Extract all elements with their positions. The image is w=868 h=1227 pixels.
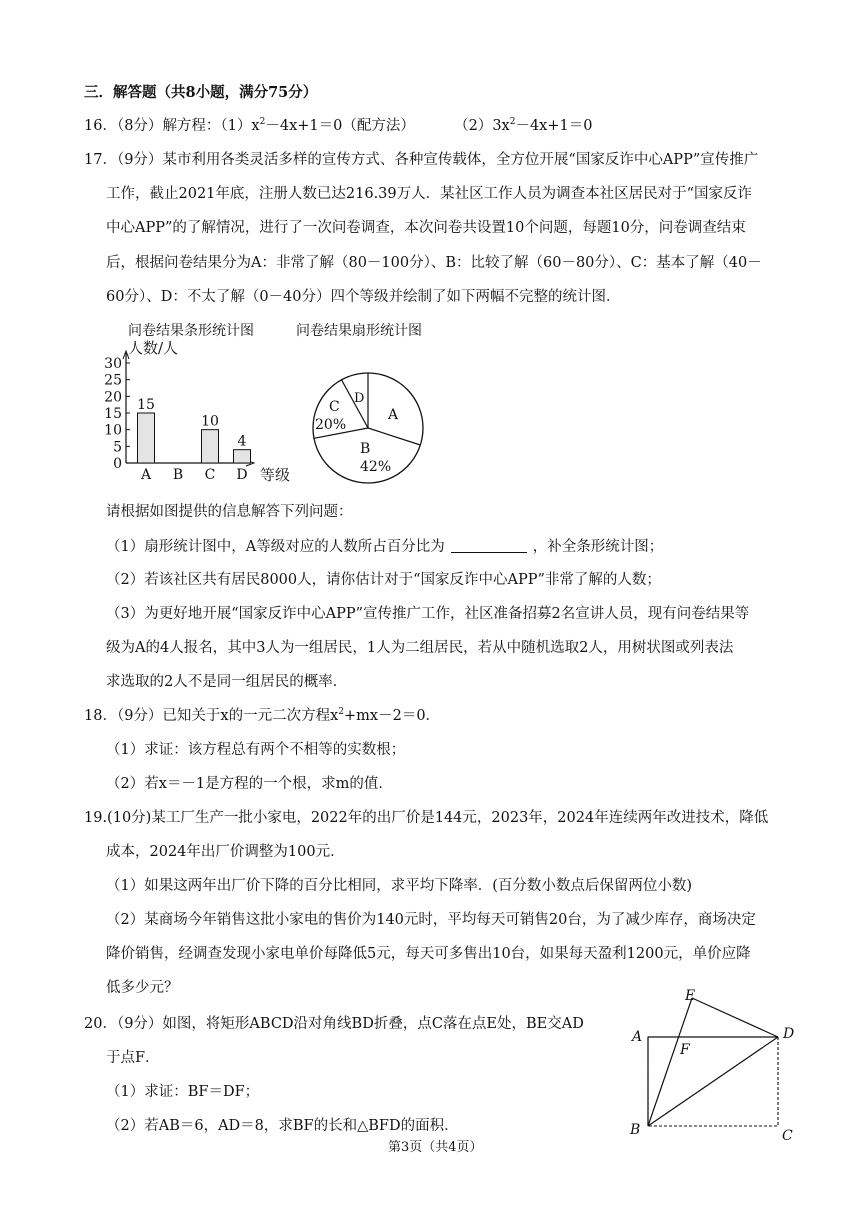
pie-label-a: A: [388, 407, 399, 423]
bar-c: [202, 430, 219, 463]
bar-a: [138, 413, 155, 463]
q17-line-1: 17．（9分）某市利用各类灵活多样的宣传方式、各种宣传载体，全方位开展“国家反诈中心APP”宣传推广: [84, 152, 759, 168]
bar-chart-x-tick-label: A: [140, 467, 152, 483]
bar-chart: [100, 336, 300, 486]
diagonal-bd: [648, 1037, 778, 1126]
point-label-f: F: [680, 1042, 690, 1058]
q17-line-2: 工作，截止2021年底，注册人数已达216.39万人．某社区工作人员为调查本社区居民对于“国家反诈: [106, 186, 753, 202]
bar-chart-x-tick-label: D: [236, 467, 248, 483]
q20-sub1: （1）求证：BF＝DF；: [106, 1084, 260, 1100]
q17-intro: 请根据如图提供的信息解答下列问题：: [106, 504, 353, 520]
q16-part1-expr-b: －4x+1＝0（配方法）: [265, 118, 415, 134]
q16-part2-label: （2）: [454, 118, 493, 134]
q16-part1-label: （1）: [220, 118, 252, 134]
q16-number: 16．: [84, 118, 117, 134]
q17-sub3-line-3: 求选取的2人不是同一组居民的概率．: [106, 674, 348, 690]
q16-part1-exponent: 2: [259, 117, 266, 128]
q16-part2-exponent: 2: [509, 117, 516, 128]
q18-sub1: （1）求证：该方程总有两个不相等的实数根；: [106, 742, 406, 758]
q20-line-2: 于点F．: [106, 1050, 160, 1066]
bar-chart-x-tick-label: B: [172, 467, 184, 483]
q20-sub2: （2）若AB＝6，AD＝8，求BF的长和△BFD的面积．: [106, 1118, 459, 1134]
pie-slice-b-edge: [368, 428, 420, 445]
q17-line-3: 中心APP”的了解情况，进行了一次问卷调查，本次问卷共设置10个问题，每题10分，问卷调查结束: [106, 220, 746, 236]
pie-label-c-percent: 20%: [315, 417, 347, 433]
bar-chart-y-tick-label: 25: [104, 372, 122, 389]
bar-chart-bars: [137, 397, 250, 483]
q16-part2-expr-b: －4x+1＝0: [515, 118, 593, 134]
q16-part2-expr-a: 3x: [492, 118, 510, 134]
bar-chart-title: 问卷结果条形统计图: [128, 323, 254, 339]
bar-data-label: 15: [137, 397, 155, 413]
q19-sub2-line-3: 低多少元？: [106, 980, 179, 996]
bar-chart-xlabel: 等级: [260, 466, 291, 484]
q18-sub2: （2）若x＝－1是方程的一个根，求m的值．: [106, 776, 393, 792]
segment-be: [648, 998, 692, 1126]
point-label-d: D: [783, 1026, 795, 1042]
bar-data-label: 10: [201, 413, 219, 430]
bar-chart-y-tick-label: 10: [104, 422, 122, 439]
section-title: 三．解答题（共8小题，满分75分）: [84, 84, 318, 101]
q16-score: （8分）: [116, 118, 163, 134]
pie-label-c: C: [329, 399, 340, 415]
pie-label-b: B: [360, 441, 371, 457]
bar-data-label: 4: [237, 433, 247, 450]
q18-exponent: 2: [338, 707, 345, 718]
pie-label-b-percent: 42%: [360, 459, 392, 475]
q19-sub2-line-1: （2）某商场今年销售这批小家电的售价为140元时，平均每天可销售20台，为了减少库存，商场决定: [106, 912, 756, 928]
pie-label-d: D: [354, 391, 365, 406]
q18-text-b: +mx－2＝0．: [344, 708, 441, 724]
q16-line: [84, 118, 592, 135]
q20-line-1: 20．（9分）如图，将矩形ABCD沿对角线BD折叠，点C落在点E处，BE交AD: [84, 1016, 584, 1032]
q17-line-4: 后，根据问卷结果分为A：非常了解（80－100分）、B：比较了解（60－80分）、C：基本了解（40－: [106, 255, 762, 271]
bar-chart-y-tick-label: 15: [104, 406, 122, 422]
bar-chart-y-tick-label: 30: [104, 356, 122, 372]
point-label-b: B: [630, 1122, 641, 1138]
pie-chart: [308, 370, 432, 486]
q17-sub2: （2）若该社区共有居民8000人，请你估计对于“国家反诈中心APP”非常了解的人数；: [106, 572, 661, 588]
q16-lead: 解方程：: [162, 118, 221, 134]
page-footer: 第3页（共4页）: [388, 1140, 483, 1155]
q17-line-5: 60分）、D：不太了解（0－40分）四个等级并绘制了如下两幅不完整的统计图．: [106, 289, 621, 305]
answer-blank: [451, 538, 527, 553]
q19-sub2-line-2: 降价销售，经调查发现小家电单价每降低5元，每天可多售出10台，如果每天盈利1200元，单价应降: [106, 946, 751, 962]
q19-line-1: 19.(10分)某工厂生产一批小家电，2022年的出厂价是144元，2023年，2024年连续两年改进技术，降低: [84, 810, 769, 826]
bar-chart-x-tick-label: C: [204, 467, 216, 483]
point-label-c: C: [782, 1128, 793, 1144]
segment-ed: [692, 998, 778, 1037]
q17-sub1-tail: ，补全条形统计图；: [532, 539, 664, 555]
point-label-e: E: [685, 988, 696, 1004]
rectangle-fold-figure: [622, 984, 802, 1144]
q17-sub3-line-2: 级为A的4人报名，其中3人为一组居民，1人为二组居民，若从中随机选取2人，用树状图或列表法: [106, 640, 734, 656]
q17-sub1: [106, 538, 663, 556]
bar-chart-y-tick-label: 0: [113, 456, 122, 472]
point-label-a: A: [632, 1029, 643, 1045]
q19-line-2: 成本，2024年出厂价调整为100元．: [106, 844, 345, 860]
pie-chart-title: 问卷结果扇形统计图: [296, 323, 422, 339]
q16-part1-expr-a: x: [251, 118, 260, 134]
q18-text-a: 18．（9分）已知关于x的一元二次方程x: [84, 708, 339, 724]
bar-chart-ylabel: 人数/人: [128, 339, 179, 357]
q17-sub1-text: （1）扇形统计图中，A等级对应的人数所占百分比为: [106, 539, 445, 555]
q19-sub1: （1）如果这两年出厂价下降的百分比相同，求平均下降率．(百分数小数点后保留两位小数): [106, 878, 693, 894]
bar-chart-y-tick-label: 20: [104, 389, 122, 406]
q18-line: [84, 708, 440, 725]
bar-d: [234, 450, 251, 463]
q17-sub3-line-1: （3）为更好地开展“国家反诈中心APP”宣传推广工作，社区准备招募2名宣讲人员，现有问卷结果等: [106, 606, 750, 622]
bar-chart-y-tick-label: 5: [113, 439, 122, 456]
